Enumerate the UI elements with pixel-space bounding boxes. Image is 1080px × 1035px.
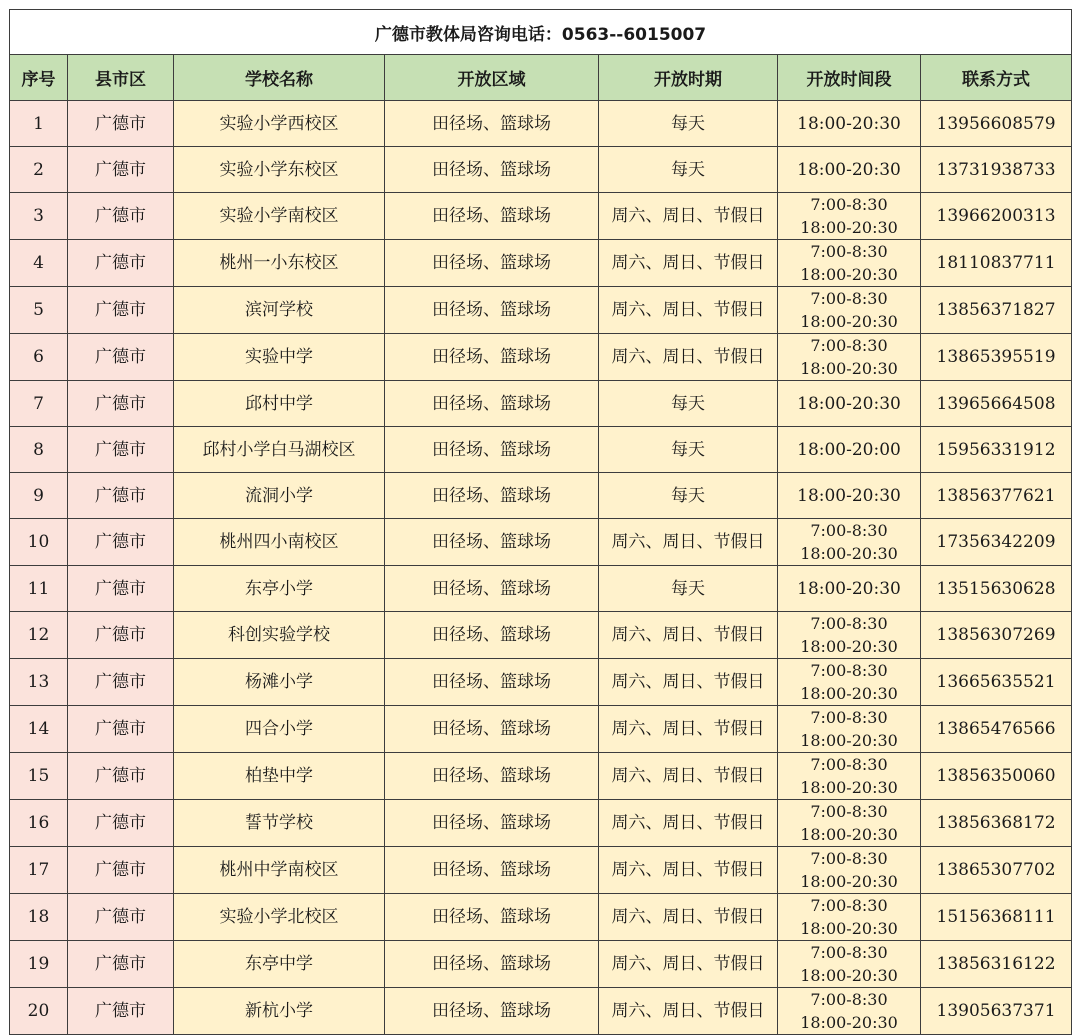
cell-number: 11 — [10, 566, 68, 612]
cell-school: 流洞小学 — [174, 473, 385, 519]
cell-area: 田径场、篮球场 — [385, 894, 599, 941]
time-slot-line: 18:00-20:30 — [797, 578, 901, 599]
header-area: 开放区域 — [385, 55, 599, 101]
cell-school: 四合小学 — [174, 706, 385, 753]
cell-school: 桃州一小东校区 — [174, 240, 385, 287]
cell-contact: 17356342209 — [921, 519, 1072, 566]
cell-number: 5 — [10, 287, 68, 334]
cell-school: 东亭小学 — [174, 566, 385, 612]
cell-number: 9 — [10, 473, 68, 519]
cell-area: 田径场、篮球场 — [385, 659, 599, 706]
cell-number: 3 — [10, 193, 68, 240]
time-slot-line: 18:00-20:30 — [800, 731, 898, 750]
cell-county: 广德市 — [68, 101, 174, 147]
cell-county: 广德市 — [68, 287, 174, 334]
cell-time-slot — [778, 427, 921, 473]
header-school: 学校名称 — [174, 55, 385, 101]
cell-area: 田径场、篮球场 — [385, 753, 599, 800]
cell-contact: 13856368172 — [921, 800, 1072, 847]
time-slot-line: 7:00-8:30 — [810, 289, 888, 308]
time-slot-line: 7:00-8:30 — [810, 896, 888, 915]
table-row — [10, 566, 1072, 612]
cell-county: 广德市 — [68, 240, 174, 287]
time-slot-line: 18:00-20:30 — [800, 544, 898, 563]
cell-period: 周六、周日、节假日 — [599, 988, 778, 1035]
cell-school: 实验小学南校区 — [174, 193, 385, 240]
cell-number: 2 — [10, 147, 68, 193]
cell-contact: 18110837711 — [921, 240, 1072, 287]
cell-contact: 13965664508 — [921, 381, 1072, 427]
cell-time-slot — [778, 659, 921, 706]
cell-time-slot — [778, 988, 921, 1035]
cell-time-slot — [778, 706, 921, 753]
cell-time-slot — [778, 287, 921, 334]
cell-time-slot — [778, 193, 921, 240]
cell-area: 田径场、篮球场 — [385, 193, 599, 240]
table-row — [10, 240, 1072, 287]
cell-area: 田径场、篮球场 — [385, 706, 599, 753]
cell-number: 18 — [10, 894, 68, 941]
time-slot-line: 7:00-8:30 — [810, 802, 888, 821]
cell-school: 科创实验学校 — [174, 612, 385, 659]
time-slot-line: 18:00-20:30 — [800, 872, 898, 891]
cell-contact: 13856371827 — [921, 287, 1072, 334]
table-row — [10, 473, 1072, 519]
cell-period: 周六、周日、节假日 — [599, 753, 778, 800]
cell-county: 广德市 — [68, 193, 174, 240]
table-row — [10, 334, 1072, 381]
cell-county: 广德市 — [68, 706, 174, 753]
table-row — [10, 193, 1072, 240]
cell-school: 东亭中学 — [174, 941, 385, 988]
time-slot-line: 18:00-20:30 — [800, 265, 898, 284]
cell-time-slot — [778, 612, 921, 659]
cell-contact: 13731938733 — [921, 147, 1072, 193]
cell-school: 实验小学东校区 — [174, 147, 385, 193]
title-row — [10, 10, 1072, 55]
cell-number: 16 — [10, 800, 68, 847]
cell-period: 周六、周日、节假日 — [599, 706, 778, 753]
table-row — [10, 941, 1072, 988]
cell-period: 每天 — [599, 101, 778, 147]
time-slot-line: 18:00-20:30 — [800, 919, 898, 938]
cell-number: 6 — [10, 334, 68, 381]
table-row — [10, 427, 1072, 473]
time-slot-line: 18:00-20:30 — [797, 485, 901, 506]
cell-period: 周六、周日、节假日 — [599, 800, 778, 847]
table-row — [10, 988, 1072, 1035]
cell-period: 周六、周日、节假日 — [599, 193, 778, 240]
cell-area: 田径场、篮球场 — [385, 473, 599, 519]
cell-period: 周六、周日、节假日 — [599, 847, 778, 894]
cell-period: 周六、周日、节假日 — [599, 519, 778, 566]
cell-contact: 13865395519 — [921, 334, 1072, 381]
time-slot-line: 7:00-8:30 — [810, 755, 888, 774]
cell-time-slot — [778, 381, 921, 427]
cell-school: 邱村中学 — [174, 381, 385, 427]
cell-school: 柏垫中学 — [174, 753, 385, 800]
header-county: 县市区 — [68, 55, 174, 101]
table-row — [10, 847, 1072, 894]
cell-number: 17 — [10, 847, 68, 894]
cell-school: 实验小学北校区 — [174, 894, 385, 941]
cell-area: 田径场、篮球场 — [385, 240, 599, 287]
cell-period: 周六、周日、节假日 — [599, 334, 778, 381]
time-slot-line: 18:00-20:30 — [800, 312, 898, 331]
cell-number: 12 — [10, 612, 68, 659]
cell-number: 7 — [10, 381, 68, 427]
cell-time-slot — [778, 847, 921, 894]
cell-school: 杨滩小学 — [174, 659, 385, 706]
cell-county: 广德市 — [68, 519, 174, 566]
cell-time-slot — [778, 473, 921, 519]
table-row — [10, 519, 1072, 566]
cell-number: 10 — [10, 519, 68, 566]
cell-county: 广德市 — [68, 381, 174, 427]
cell-contact: 13856377621 — [921, 473, 1072, 519]
table-row — [10, 287, 1072, 334]
time-slot-line: 18:00-20:30 — [797, 393, 901, 414]
cell-time-slot — [778, 334, 921, 381]
cell-period: 每天 — [599, 381, 778, 427]
time-slot-line: 7:00-8:30 — [810, 708, 888, 727]
cell-time-slot — [778, 894, 921, 941]
time-slot-line: 7:00-8:30 — [810, 336, 888, 355]
table-row — [10, 612, 1072, 659]
cell-time-slot — [778, 941, 921, 988]
time-slot-line: 7:00-8:30 — [810, 521, 888, 540]
cell-area: 田径场、篮球场 — [385, 334, 599, 381]
cell-number: 14 — [10, 706, 68, 753]
table-row — [10, 101, 1072, 147]
cell-contact: 13856307269 — [921, 612, 1072, 659]
cell-contact: 13956608579 — [921, 101, 1072, 147]
header-period: 开放时期 — [599, 55, 778, 101]
cell-area: 田径场、篮球场 — [385, 800, 599, 847]
cell-county: 广德市 — [68, 894, 174, 941]
cell-area: 田径场、篮球场 — [385, 427, 599, 473]
cell-time-slot — [778, 101, 921, 147]
time-slot-line: 18:00-20:30 — [800, 778, 898, 797]
cell-county: 广德市 — [68, 566, 174, 612]
cell-number: 8 — [10, 427, 68, 473]
time-slot-line: 7:00-8:30 — [810, 943, 888, 962]
cell-contact: 13865307702 — [921, 847, 1072, 894]
cell-school: 桃州四小南校区 — [174, 519, 385, 566]
table-row — [10, 659, 1072, 706]
cell-contact: 15156368111 — [921, 894, 1072, 941]
cell-area: 田径场、篮球场 — [385, 519, 599, 566]
cell-county: 广德市 — [68, 147, 174, 193]
cell-contact: 13865476566 — [921, 706, 1072, 753]
time-slot-line: 18:00-20:30 — [800, 966, 898, 985]
header-time-slot: 开放时间段 — [778, 55, 921, 101]
cell-contact: 13665635521 — [921, 659, 1072, 706]
cell-time-slot — [778, 753, 921, 800]
time-slot-line: 7:00-8:30 — [810, 242, 888, 261]
cell-contact: 13515630628 — [921, 566, 1072, 612]
table-title: 广德市教体局咨询电话：0563--6015007 — [10, 10, 1072, 55]
cell-school: 实验小学西校区 — [174, 101, 385, 147]
cell-period: 每天 — [599, 473, 778, 519]
header-contact: 联系方式 — [921, 55, 1072, 101]
cell-period: 周六、周日、节假日 — [599, 612, 778, 659]
time-slot-line: 7:00-8:30 — [810, 614, 888, 633]
table-row — [10, 381, 1072, 427]
cell-area: 田径场、篮球场 — [385, 566, 599, 612]
cell-period: 每天 — [599, 147, 778, 193]
cell-county: 广德市 — [68, 941, 174, 988]
cell-area: 田径场、篮球场 — [385, 612, 599, 659]
cell-number: 15 — [10, 753, 68, 800]
header-row — [10, 55, 1072, 101]
cell-area: 田径场、篮球场 — [385, 287, 599, 334]
cell-period: 周六、周日、节假日 — [599, 941, 778, 988]
cell-county: 广德市 — [68, 427, 174, 473]
cell-area: 田径场、篮球场 — [385, 147, 599, 193]
time-slot-line: 18:00-20:30 — [797, 159, 901, 180]
time-slot-line: 18:00-20:30 — [797, 113, 901, 134]
cell-county: 广德市 — [68, 659, 174, 706]
cell-school: 实验中学 — [174, 334, 385, 381]
cell-number: 13 — [10, 659, 68, 706]
table-row — [10, 147, 1072, 193]
cell-school: 誓节学校 — [174, 800, 385, 847]
cell-contact: 13856316122 — [921, 941, 1072, 988]
cell-county: 广德市 — [68, 473, 174, 519]
cell-period: 周六、周日、节假日 — [599, 240, 778, 287]
cell-county: 广德市 — [68, 753, 174, 800]
cell-county: 广德市 — [68, 334, 174, 381]
cell-number: 20 — [10, 988, 68, 1035]
cell-area: 田径场、篮球场 — [385, 381, 599, 427]
cell-contact: 13966200313 — [921, 193, 1072, 240]
cell-period: 周六、周日、节假日 — [599, 659, 778, 706]
cell-school: 桃州中学南校区 — [174, 847, 385, 894]
time-slot-line: 18:00-20:30 — [800, 359, 898, 378]
cell-period: 周六、周日、节假日 — [599, 894, 778, 941]
cell-contact: 15956331912 — [921, 427, 1072, 473]
time-slot-line: 18:00-20:00 — [797, 439, 901, 460]
cell-period: 周六、周日、节假日 — [599, 287, 778, 334]
cell-time-slot — [778, 519, 921, 566]
cell-county: 广德市 — [68, 988, 174, 1035]
cell-county: 广德市 — [68, 800, 174, 847]
cell-contact: 13856350060 — [921, 753, 1072, 800]
cell-area: 田径场、篮球场 — [385, 101, 599, 147]
cell-number: 19 — [10, 941, 68, 988]
cell-number: 4 — [10, 240, 68, 287]
cell-county: 广德市 — [68, 847, 174, 894]
time-slot-line: 18:00-20:30 — [800, 218, 898, 237]
time-slot-line: 18:00-20:30 — [800, 684, 898, 703]
cell-contact: 13905637371 — [921, 988, 1072, 1035]
cell-county: 广德市 — [68, 612, 174, 659]
cell-period: 每天 — [599, 427, 778, 473]
time-slot-line: 18:00-20:30 — [800, 1013, 898, 1032]
cell-time-slot — [778, 566, 921, 612]
time-slot-line: 7:00-8:30 — [810, 195, 888, 214]
cell-school: 滨河学校 — [174, 287, 385, 334]
time-slot-line: 7:00-8:30 — [810, 849, 888, 868]
cell-area: 田径场、篮球场 — [385, 941, 599, 988]
table-row — [10, 894, 1072, 941]
schools-table — [9, 9, 1072, 1035]
cell-time-slot — [778, 240, 921, 287]
cell-time-slot — [778, 800, 921, 847]
table-row — [10, 706, 1072, 753]
cell-period: 每天 — [599, 566, 778, 612]
cell-area: 田径场、篮球场 — [385, 988, 599, 1035]
cell-school: 新杭小学 — [174, 988, 385, 1035]
time-slot-line: 18:00-20:30 — [800, 825, 898, 844]
cell-time-slot — [778, 147, 921, 193]
header-number: 序号 — [10, 55, 68, 101]
time-slot-line: 7:00-8:30 — [810, 990, 888, 1009]
cell-area: 田径场、篮球场 — [385, 847, 599, 894]
table-row — [10, 800, 1072, 847]
time-slot-line: 7:00-8:30 — [810, 661, 888, 680]
table-row — [10, 753, 1072, 800]
cell-number: 1 — [10, 101, 68, 147]
cell-school: 邱村小学白马湖校区 — [174, 427, 385, 473]
time-slot-line: 18:00-20:30 — [800, 637, 898, 656]
